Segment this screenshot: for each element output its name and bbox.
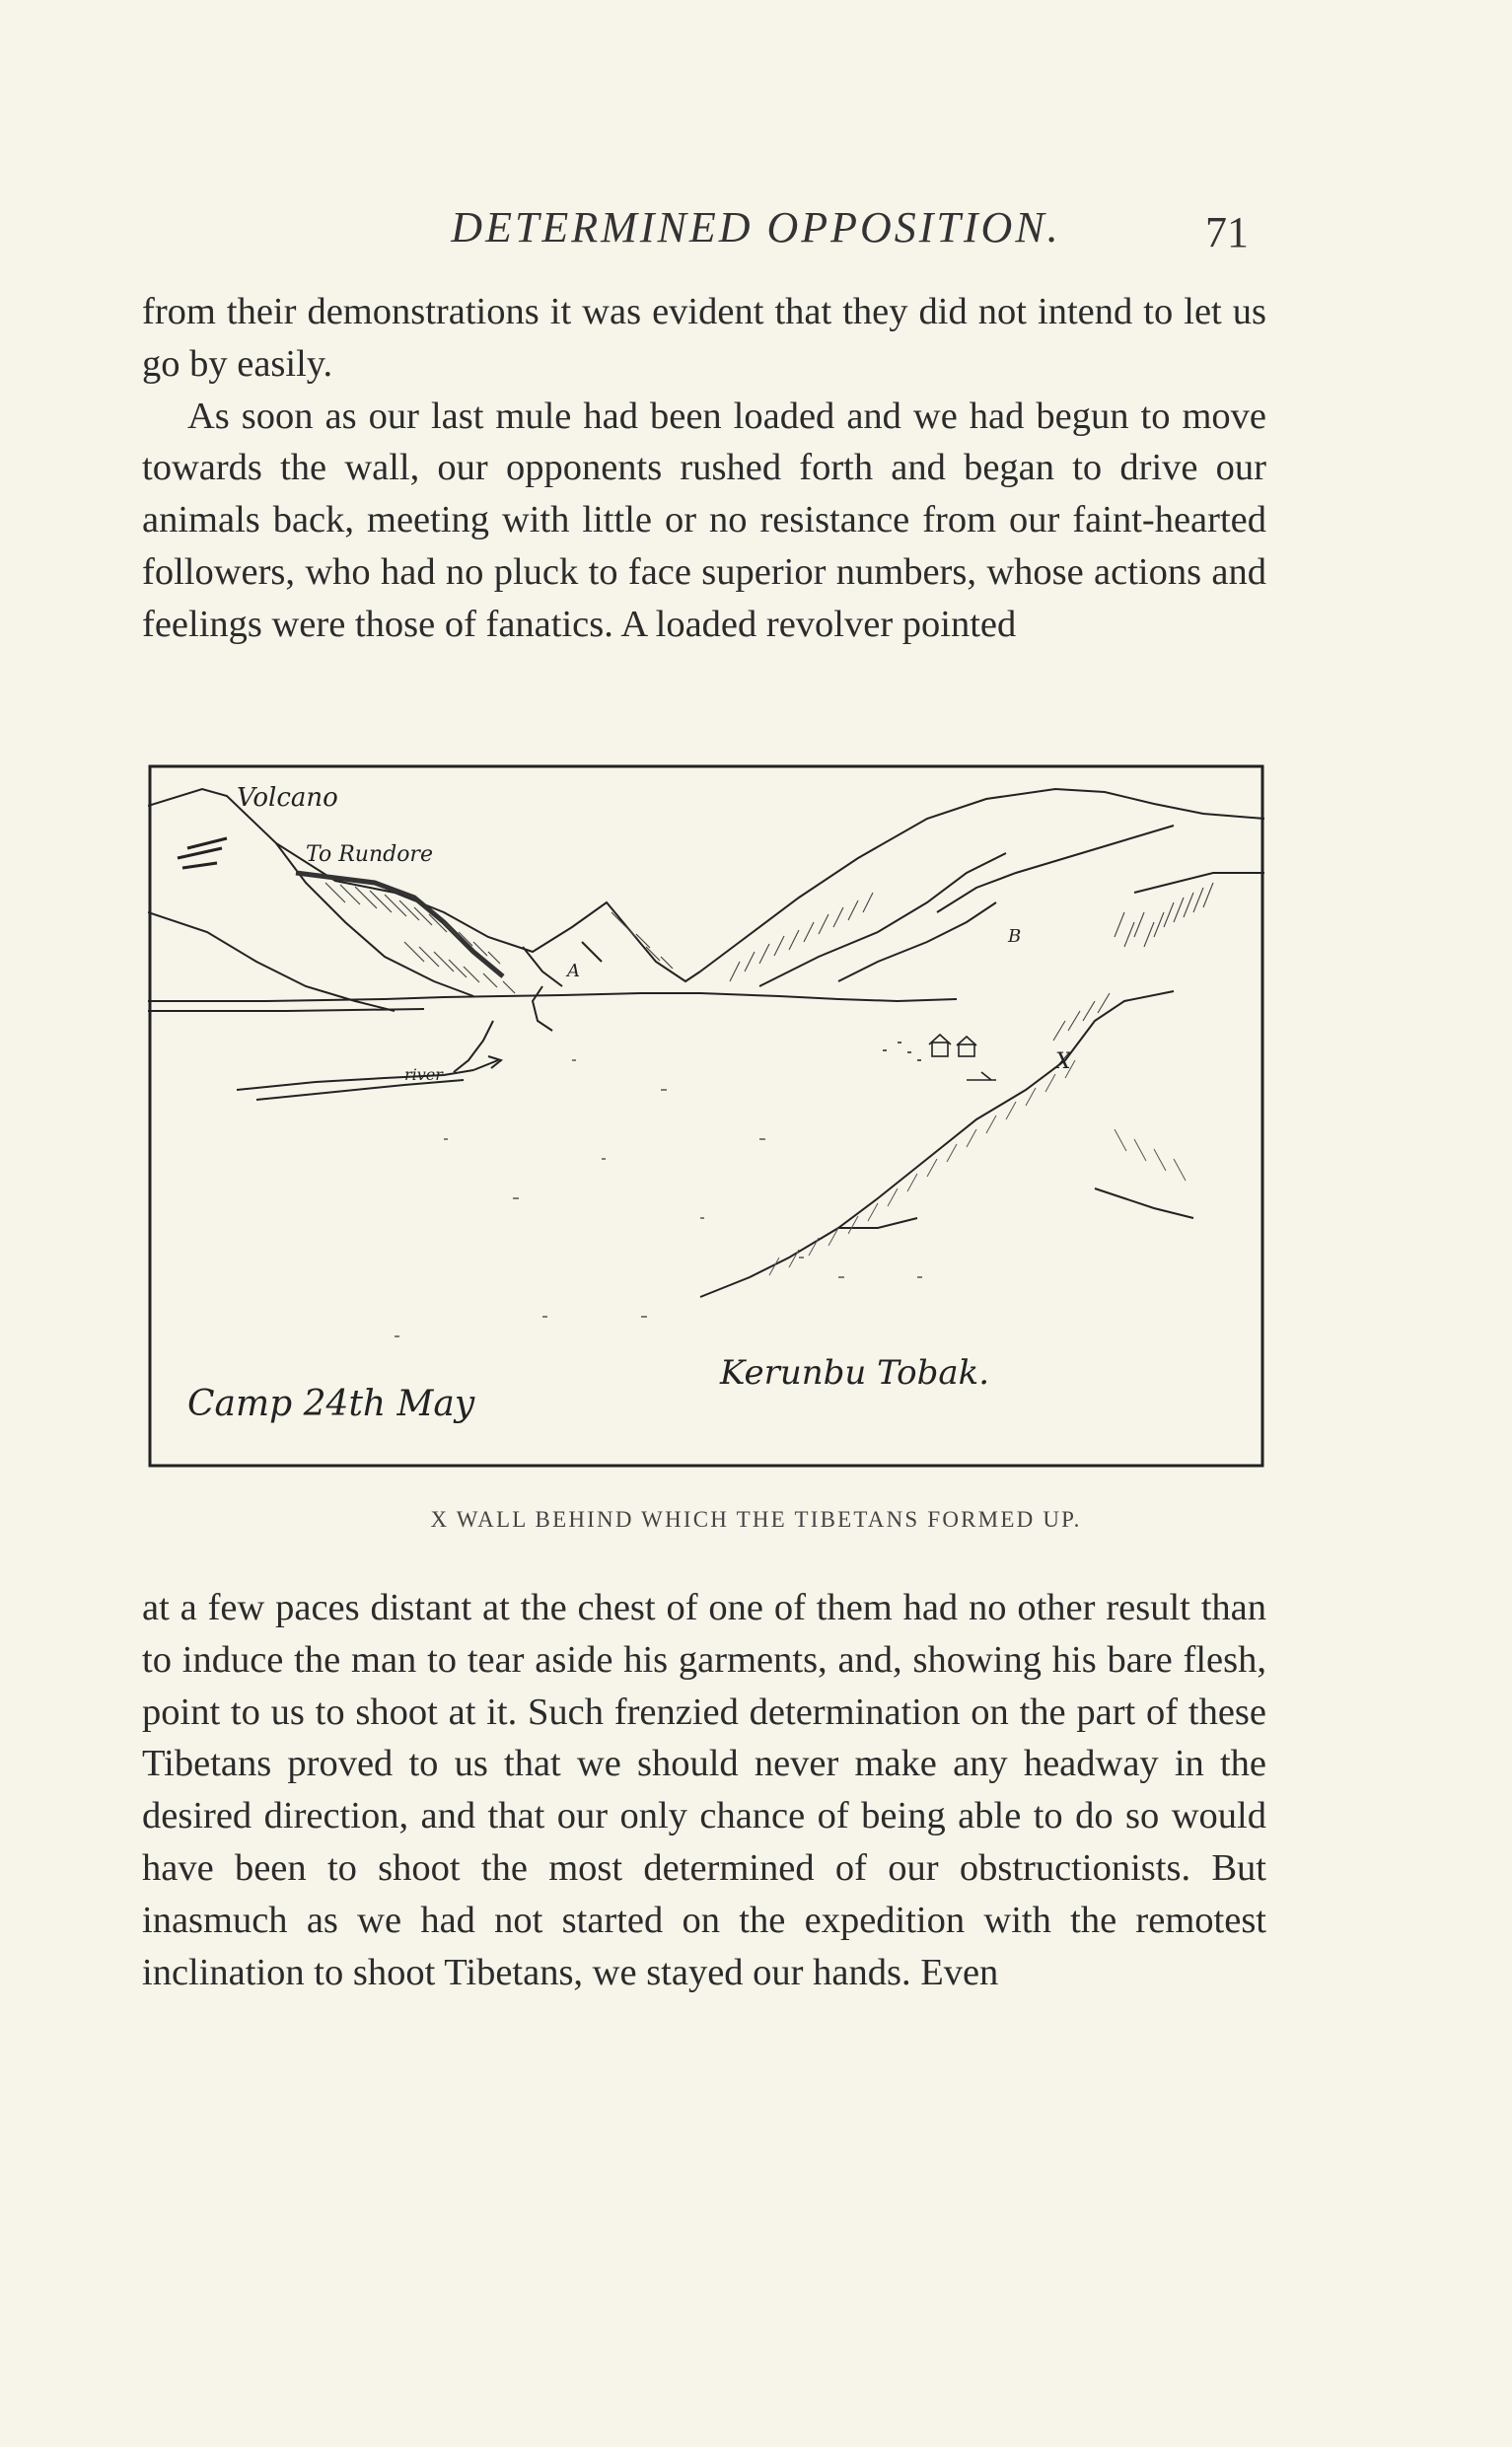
village-houses [883, 1035, 996, 1080]
label-signature: Kerunbu Tobak. [720, 1353, 990, 1393]
label-mark-x: X [1055, 1049, 1071, 1074]
shoreline [148, 986, 957, 1031]
figure-frame [150, 766, 1262, 1466]
figure-caption: X WALL BEHIND WHICH THE TIBETANS FORMED UP. [430, 1507, 1082, 1532]
label-route: To Rundore [306, 842, 433, 867]
text-block-top [142, 286, 1266, 651]
label-volcano: Volcano [237, 783, 338, 813]
left-hatching [325, 883, 673, 993]
sketch-illustration [148, 764, 1264, 1468]
page-number: 71 [1205, 208, 1249, 256]
river [237, 1021, 501, 1100]
foreground-hatching [769, 1060, 1186, 1275]
label-river: river [404, 1065, 443, 1084]
foreground-slope [700, 991, 1193, 1297]
left-mountains [148, 789, 700, 1011]
text-block-bottom [142, 1582, 1266, 1998]
right-mountains [700, 789, 1264, 986]
running-title: DETERMINED OPPOSITION. [451, 203, 1061, 252]
paragraph-2: As soon as our last mule had been loaded and we had begun to move towards the wall, our opponents rushed forth and began to drive our animals back, meeting with little or no resistance from our faint-hearted followers, who had no pluck to face superior numbers, whose actions and feelings were those of fanatics. A loaded revolver pointed [142, 395, 1266, 645]
right-hatching [730, 883, 1213, 1041]
label-mark-b: B [1008, 926, 1022, 947]
lake-dots [395, 1060, 922, 1336]
label-date: Camp 24th May [187, 1384, 475, 1424]
paragraph-1: from their demonstrations it was evident that they did not intend to let us go by easily. [142, 291, 1266, 385]
paragraph-3: at a few paces distant at the chest of one of them had no other result than to induce the man to tear aside his garments, and, showing his bare flesh, point to us to shoot at it. Such frenzied determination on the part of these Tibetans proved to us that we should never make any headway in the desired direction, and that our only chance of being able to do so would have been to shoot the most determined of our obstructionists. But inasmuch as we had not started on the expedition with the remotest inclination to shoot Tibetans, we stayed our hands. Even [142, 1587, 1266, 1993]
label-mark-a: A [567, 961, 580, 981]
